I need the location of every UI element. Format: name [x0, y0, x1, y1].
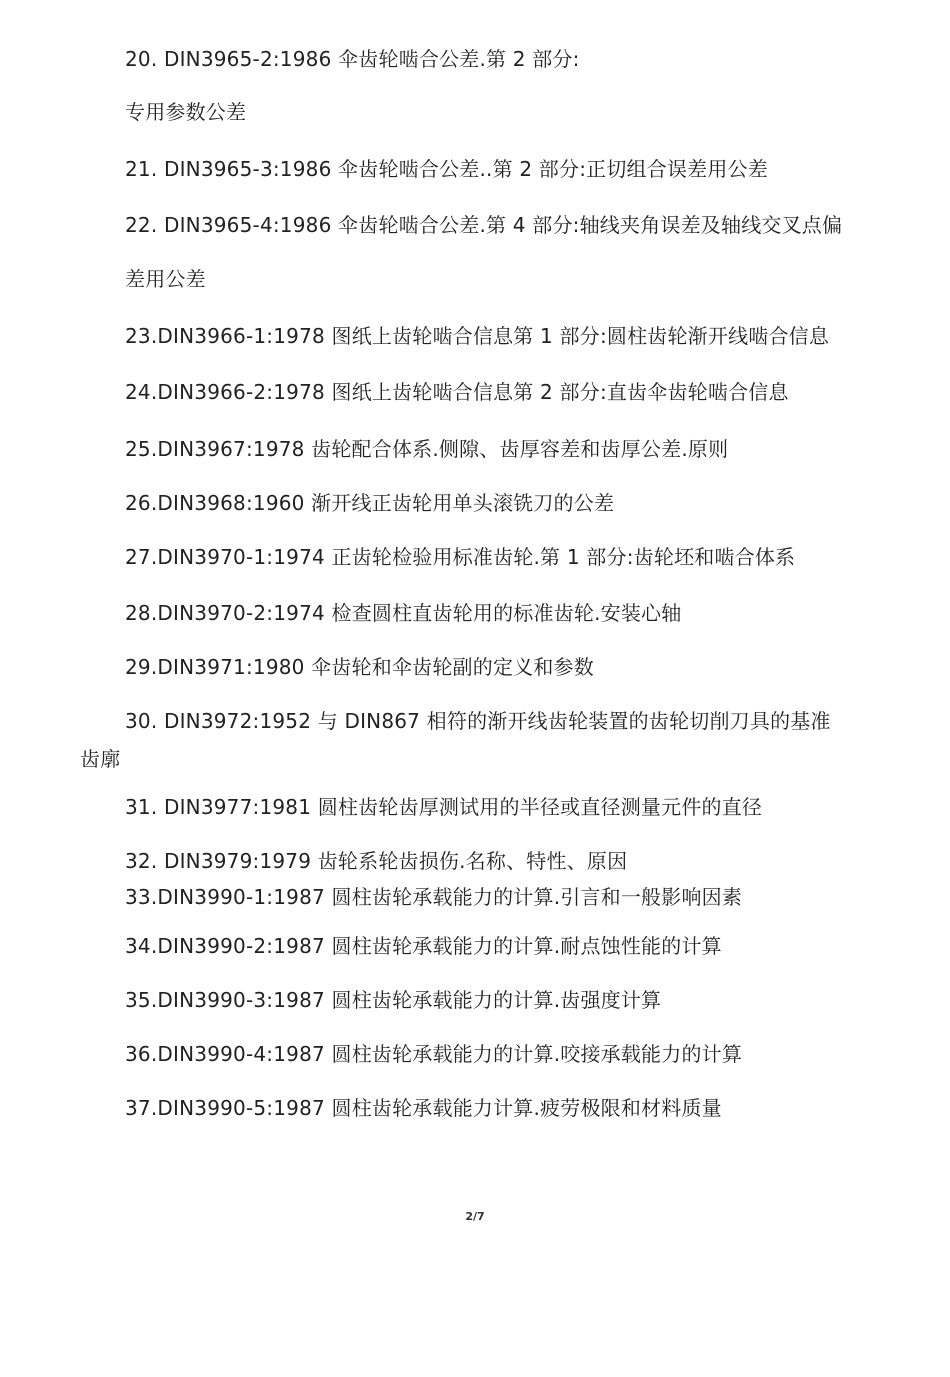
list-item-36: 36.DIN3990-4:1987 圆柱齿轮承载能力的计算.咬接承载能力的计算 — [125, 1042, 743, 1066]
list-item-22: 22. DIN3965-4:1986 伞齿轮啮合公差.第 4 部分:轴线夹角误差及轴线交叉点偏 — [125, 213, 843, 237]
list-item-21: 21. DIN3965-3:1986 伞齿轮啮合公差..第 2 部分:正切组合误差用公差 — [125, 157, 768, 181]
list-item-22-continuation: 差用公差 — [125, 267, 206, 291]
list-item-20: 20. DIN3965-2:1986 伞齿轮啮合公差.第 2 部分: — [125, 47, 580, 71]
list-item-35: 35.DIN3990-3:1987 圆柱齿轮承载能力的计算.齿强度计算 — [125, 988, 662, 1012]
list-item-30-continuation: 齿廓 — [80, 747, 121, 771]
list-item-26: 26.DIN3968:1960 渐开线正齿轮用单头滚铣刀的公差 — [125, 491, 615, 515]
list-item-29: 29.DIN3971:1980 伞齿轮和伞齿轮副的定义和参数 — [125, 655, 594, 679]
list-item-32: 32. DIN3979:1979 齿轮系轮齿损伤.名称、特性、原因 — [125, 849, 628, 873]
list-item-37: 37.DIN3990-5:1987 圆柱齿轮承载能力计算.疲劳极限和材料质量 — [125, 1096, 722, 1120]
list-item-24: 24.DIN3966-2:1978 图纸上齿轮啮合信息第 2 部分:直齿伞齿轮啮合信息 — [125, 380, 789, 404]
list-item-28: 28.DIN3970-2:1974 检查圆柱直齿轮用的标准齿轮.安装心轴 — [125, 601, 682, 625]
list-item-34: 34.DIN3990-2:1987 圆柱齿轮承载能力的计算.耐点蚀性能的计算 — [125, 934, 722, 958]
list-item-33: 33.DIN3990-1:1987 圆柱齿轮承载能力的计算.引言和一般影响因素 — [125, 885, 743, 909]
list-item-31: 31. DIN3977:1981 圆柱齿轮齿厚测试用的半径或直径测量元件的直径 — [125, 795, 763, 819]
list-item-27: 27.DIN3970-1:1974 正齿轮检验用标准齿轮.第 1 部分:齿轮坯和啮合体系 — [125, 545, 796, 569]
list-item-23: 23.DIN3966-1:1978 图纸上齿轮啮合信息第 1 部分:圆柱齿轮渐开线啮合信息 — [125, 324, 830, 348]
list-item-30: 30. DIN3972:1952 与 DIN867 相符的渐开线齿轮装置的齿轮切削刀具的基准 — [125, 709, 831, 733]
page-number: 2/7 — [465, 1210, 485, 1223]
list-item-20-continuation: 专用参数公差 — [125, 100, 247, 124]
list-item-25: 25.DIN3967:1978 齿轮配合体系.侧隙、齿厚容差和齿厚公差.原则 — [125, 437, 729, 461]
